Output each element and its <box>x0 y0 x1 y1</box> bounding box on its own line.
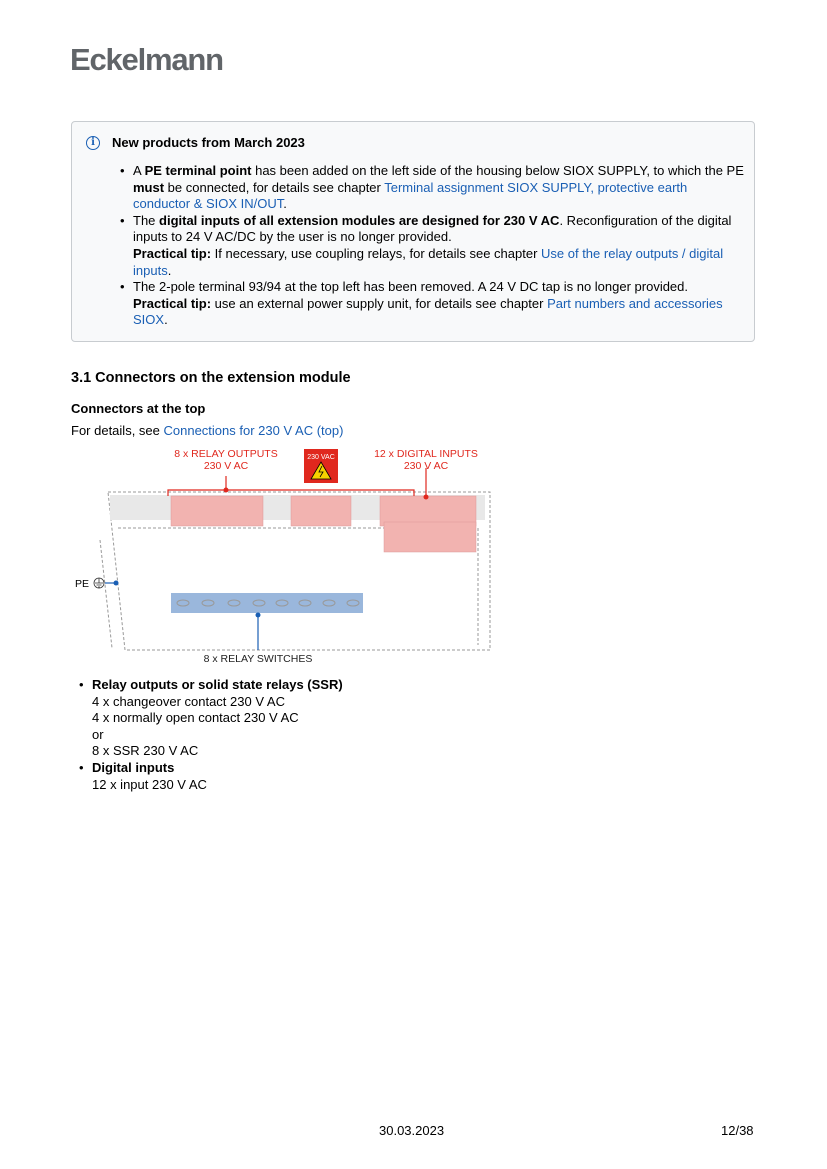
text: has been added on the left side of the housing below SIOX SUPPLY, to which the PE <box>251 163 744 178</box>
link-connections-230v[interactable]: Connections for 230 V AC (top) <box>163 423 344 438</box>
spec-item <box>79 677 343 760</box>
spec-line: 4 x changeover contact 230 V AC <box>92 693 285 709</box>
info-note <box>71 121 755 342</box>
label-relay-switches: 8 x RELAY SWITCHES <box>203 653 313 665</box>
earth-icon <box>94 578 104 588</box>
note-list <box>120 163 745 329</box>
footer-date: 30.03.2023 <box>379 1123 445 1138</box>
link-part-numbers[interactable]: Part numbers and accessories SIOX <box>133 295 723 328</box>
text: must <box>133 179 165 195</box>
spec-line: 12 x input 230 V AC <box>92 776 207 792</box>
spec-title: Relay outputs or solid state relays (SSR) <box>92 677 343 692</box>
text: use an external power supply unit, for details see chapter <box>211 295 548 311</box>
page-number: 12/38 <box>721 1123 754 1138</box>
section-heading: 3.1 Connectors on the extension module <box>71 370 351 386</box>
eckelmann-logo: Eckelmann <box>70 42 223 77</box>
text: For details, see <box>71 423 164 438</box>
text: . <box>167 262 172 278</box>
text: . <box>164 312 168 328</box>
spec-item <box>79 760 343 793</box>
text: The <box>133 212 160 228</box>
warning-label: 230 VAC <box>307 454 335 461</box>
relay-switches-area <box>171 593 363 613</box>
label-digital-inputs: 12 x DIGITAL INPUTS <box>374 448 478 460</box>
info-icon: i <box>86 136 100 150</box>
marker-dot <box>424 495 429 500</box>
label-relay-outputs: 8 x RELAY OUTPUTS <box>174 448 278 460</box>
spec-line: 4 x normally open contact 230 V AC <box>92 710 299 726</box>
spec-line: or <box>92 726 104 742</box>
label-digital-inputs-voltage: 230 V AC <box>403 460 449 472</box>
spec-title: Digital inputs <box>92 759 175 775</box>
warning-sign-icon <box>304 449 338 483</box>
digital-input-terminals <box>380 496 476 552</box>
text: If necessary, use coupling relays, for details see chapter <box>211 245 542 261</box>
text: PE terminal point <box>144 163 252 178</box>
note-item <box>120 279 745 329</box>
label-pe: PE <box>75 578 90 590</box>
spec-line: 8 x SSR 230 V AC <box>92 743 199 759</box>
module-diagram <box>60 440 500 670</box>
subsection-heading: Connectors at the top <box>71 401 206 416</box>
note-item <box>120 213 745 279</box>
marker-dot <box>256 613 261 618</box>
text: digital inputs of all extension modules are designed for 230 V AC <box>159 212 560 228</box>
text: . Reconfiguration of the digital inputs to 24 V AC/DC by the user is no longer provided. <box>133 212 732 245</box>
link-relay-outputs[interactable]: Use of the relay outputs / digital inputs <box>133 245 724 278</box>
text: be connected, for details see chapter <box>164 179 385 195</box>
text: A <box>133 163 145 178</box>
relay-output-terminals <box>171 496 351 526</box>
note-item <box>120 163 745 213</box>
label-relay-outputs-voltage: 230 V AC <box>203 460 249 472</box>
marker-dot <box>224 488 229 493</box>
practical-tip-label: Practical tip: <box>133 245 212 261</box>
relay-outputs-bracket <box>168 476 414 496</box>
marker-dot <box>114 581 119 586</box>
practical-tip-label: Practical tip: <box>133 295 212 311</box>
link-terminal-assignment[interactable]: Terminal assignment SIOX SUPPLY, protective earth conductor & SIOX IN/OUT <box>133 179 688 212</box>
spec-list <box>79 677 343 793</box>
text: The 2-pole terminal 93/94 at the top left has been removed. A 24 V DC tap is no longer provided. <box>133 279 689 295</box>
text: . <box>283 196 287 212</box>
intro-text <box>71 423 343 438</box>
note-title: New products from March 2023 <box>112 135 305 150</box>
